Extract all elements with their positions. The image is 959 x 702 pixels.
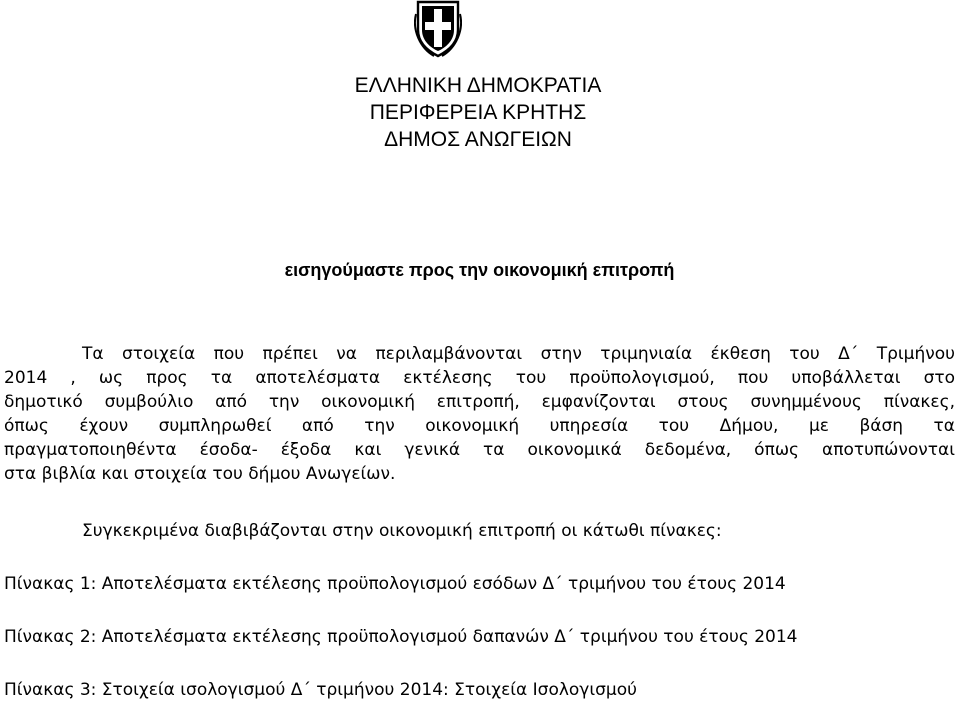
paragraph-line: Συγκεκριμένα διαβιβάζονται στην οικονομική επιτροπή οι κάτωθι πίνακες: — [82, 521, 722, 541]
paragraph-line: πραγματοποιηθέντα έσοδα- έξοδα και γενικά τα οικονομικά δεδομένα, όπως αποτυπώνονται — [4, 440, 955, 460]
body-paragraph-1 — [4, 342, 955, 486]
table-reference-1: Πίνακας 1: Αποτελέσματα εκτέλεσης προϋπολογισμού εσόδων Δ΄ τριμήνου του έτους 2014 — [4, 574, 786, 594]
paragraph-line: όπως έχουν συμπληρωθεί από την οικονομική υπηρεσία του Δήμου, με βάση τα — [4, 416, 955, 436]
paragraph-line: δημοτικό συμβούλιο από την οικονομική επιτροπή, εμφανίζονται στους συνημμένους πίνακες, — [4, 392, 955, 412]
table-reference-3: Πίνακας 3: Στοιχεία ισολογισμού Δ΄ τριμήνου 2014: Στοιχεία Ισολογισμού — [4, 680, 637, 700]
paragraph-line: 2014 , ως προς τα αποτελέσματα εκτέλεσης του προϋπολογισμού, που υποβάλλεται στο — [4, 368, 955, 388]
header-region: ΠΕΡΙΦΕΡΕΙΑ ΚΡΗΤΗΣ — [369, 101, 587, 124]
issuer-header — [258, 72, 698, 153]
header-municipality: ΔΗΜΟΣ ΑΝΩΓΕΙΩΝ — [384, 128, 572, 151]
greek-coat-of-arms-icon — [414, 0, 462, 58]
paragraph-line: Τα στοιχεία που πρέπει να περιλαμβάνονται στην τριμηνιαία έκθεση του Δ΄ Τριμήνου — [82, 344, 955, 364]
header-country: ΕΛΛΗΝΙΚΗ ΔΗΜΟΚΡΑΤΙΑ — [354, 74, 602, 97]
proposal-heading: εισηγούμαστε προς την οικονομική επιτροπή — [284, 260, 675, 280]
body-paragraph-2 — [4, 519, 955, 543]
paragraph-line: στα βιβλία και στοιχεία του δήμου Ανωγείων. — [4, 464, 396, 484]
table-reference-2: Πίνακας 2: Αποτελέσματα εκτέλεσης προϋπολογισμού δαπανών Δ΄ τριμήνου του έτους 2014 — [4, 627, 798, 647]
